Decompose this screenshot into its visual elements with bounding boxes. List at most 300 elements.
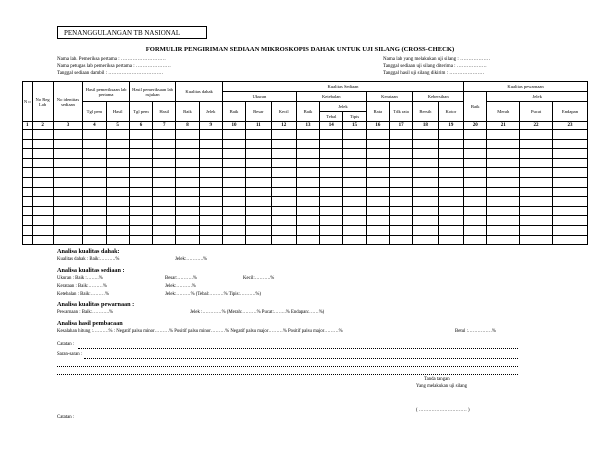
col-header-besar: Besar: [246, 102, 271, 122]
table-cell[interactable]: [246, 197, 271, 207]
table-cell[interactable]: [366, 225, 389, 235]
table-cell[interactable]: [552, 216, 587, 226]
table-cell[interactable]: [552, 197, 587, 207]
table-cell[interactable]: [320, 177, 343, 187]
table-cell[interactable]: [222, 197, 245, 207]
table-cell[interactable]: [271, 130, 296, 140]
table-cell[interactable]: [246, 130, 271, 140]
table-cell[interactable]: [271, 216, 296, 226]
table-cell[interactable]: [83, 225, 106, 235]
table-cell[interactable]: [552, 225, 587, 235]
table-cell[interactable]: [222, 177, 245, 187]
table-cell[interactable]: [53, 158, 83, 168]
table-cell[interactable]: [199, 197, 222, 207]
table-cell[interactable]: [246, 187, 271, 197]
table-cell[interactable]: [520, 187, 553, 197]
table-cell[interactable]: [389, 197, 412, 207]
table-cell[interactable]: [32, 149, 53, 159]
table-cell[interactable]: [389, 139, 412, 149]
table-cell[interactable]: [464, 149, 487, 159]
col-number: 10: [222, 122, 245, 130]
table-cell[interactable]: [438, 197, 464, 207]
table-cell[interactable]: [464, 139, 487, 149]
table-cell[interactable]: [271, 158, 296, 168]
table-cell[interactable]: [438, 206, 464, 216]
table-cell[interactable]: [487, 187, 520, 197]
table-cell[interactable]: [366, 158, 389, 168]
table-cell[interactable]: [83, 158, 106, 168]
table-cell[interactable]: [222, 168, 245, 178]
table-cell[interactable]: [389, 225, 412, 235]
table-cell[interactable]: [296, 158, 319, 168]
table-cell[interactable]: [23, 235, 33, 245]
table-cell[interactable]: [53, 187, 83, 197]
table-cell[interactable]: [413, 225, 438, 235]
table-cell[interactable]: [366, 197, 389, 207]
table-cell[interactable]: [199, 139, 222, 149]
table-cell[interactable]: [271, 139, 296, 149]
table-cell[interactable]: [389, 130, 412, 140]
table-cell[interactable]: [53, 149, 83, 159]
table-cell[interactable]: [552, 187, 587, 197]
table-cell[interactable]: [23, 216, 33, 226]
table-row: [23, 130, 588, 140]
table-cell[interactable]: [464, 206, 487, 216]
table-cell[interactable]: [222, 187, 245, 197]
table-cell[interactable]: [106, 177, 129, 187]
table-cell[interactable]: [199, 130, 222, 140]
table-cell[interactable]: [487, 177, 520, 187]
table-cell[interactable]: [487, 139, 520, 149]
table-cell[interactable]: [176, 177, 199, 187]
table-cell[interactable]: [320, 187, 343, 197]
table-cell[interactable]: [153, 130, 176, 140]
meta-left-2: Nama petugas lab pemeriksa pertama : …………………: [57, 64, 171, 69]
table-cell[interactable]: [222, 225, 245, 235]
table-cell[interactable]: [413, 187, 438, 197]
col-number: 1: [23, 122, 33, 130]
table-cell[interactable]: [520, 149, 553, 159]
table-cell[interactable]: [32, 197, 53, 207]
table-cell[interactable]: [552, 149, 587, 159]
table-cell[interactable]: [320, 139, 343, 149]
table-cell[interactable]: [296, 130, 319, 140]
table-cell[interactable]: [176, 158, 199, 168]
table-cell[interactable]: [438, 130, 464, 140]
table-cell[interactable]: [296, 177, 319, 187]
table-cell[interactable]: [106, 197, 129, 207]
table-cell[interactable]: [487, 130, 520, 140]
signature-field[interactable]: ( ………………………… ): [416, 408, 470, 413]
col-number: 16: [366, 122, 389, 130]
table-cell[interactable]: [53, 177, 83, 187]
table-cell[interactable]: [464, 225, 487, 235]
table-cell[interactable]: [320, 149, 343, 159]
table-cell[interactable]: [246, 158, 271, 168]
table-cell[interactable]: [129, 187, 152, 197]
table-cell[interactable]: [83, 187, 106, 197]
table-cell[interactable]: [320, 206, 343, 216]
table-cell[interactable]: [176, 139, 199, 149]
table-cell[interactable]: [552, 168, 587, 178]
table-cell[interactable]: [32, 177, 53, 187]
table-cell[interactable]: [438, 158, 464, 168]
table-cell[interactable]: [343, 187, 366, 197]
table-cell[interactable]: [83, 149, 106, 159]
ketebalan-line: Ketebalan : Baik:………%: [57, 292, 109, 297]
table-cell[interactable]: [222, 158, 245, 168]
table-cell[interactable]: [343, 197, 366, 207]
table-cell[interactable]: [366, 177, 389, 187]
table-cell[interactable]: [366, 206, 389, 216]
table-cell[interactable]: [464, 216, 487, 226]
bacaan-line: Kesalahan hitung :……….% : Negatif palsu minor………% Positif palsu minor………% Negatif palsu major………% Positif palsu major………%: [57, 329, 343, 334]
table-cell[interactable]: [129, 235, 152, 245]
col-header-bersih: Bersih: [413, 102, 438, 122]
table-cell[interactable]: [296, 187, 319, 197]
table-cell[interactable]: [438, 149, 464, 159]
table-cell[interactable]: [53, 197, 83, 207]
table-cell[interactable]: [32, 225, 53, 235]
table-cell[interactable]: [366, 149, 389, 159]
table-cell[interactable]: [153, 177, 176, 187]
table-cell[interactable]: [176, 235, 199, 245]
table-cell[interactable]: [106, 168, 129, 178]
table-cell[interactable]: [389, 187, 412, 197]
table-cell[interactable]: [129, 139, 152, 149]
table-cell[interactable]: [343, 235, 366, 245]
table-cell[interactable]: [32, 168, 53, 178]
table-cell[interactable]: [389, 177, 412, 187]
ukuran-kecil: Kecil:……….%: [243, 276, 275, 281]
table-cell[interactable]: [413, 235, 438, 245]
table-cell[interactable]: [106, 216, 129, 226]
table-cell[interactable]: [23, 168, 33, 178]
table-cell[interactable]: [246, 235, 271, 245]
table-cell[interactable]: [32, 187, 53, 197]
table-cell[interactable]: [464, 235, 487, 245]
table-cell[interactable]: [32, 206, 53, 216]
table-cell[interactable]: [320, 235, 343, 245]
table-cell[interactable]: [438, 216, 464, 226]
table-cell[interactable]: [83, 206, 106, 216]
table-cell[interactable]: [520, 235, 553, 245]
table-cell[interactable]: [53, 216, 83, 226]
table-cell[interactable]: [413, 216, 438, 226]
saran-dots-3[interactable]: [57, 374, 518, 375]
table-cell[interactable]: [129, 197, 152, 207]
table-cell[interactable]: [23, 139, 33, 149]
table-cell[interactable]: [389, 206, 412, 216]
table-cell[interactable]: [296, 235, 319, 245]
table-cell[interactable]: [389, 235, 412, 245]
table-cell[interactable]: [271, 206, 296, 216]
table-cell[interactable]: [320, 216, 343, 226]
table-cell[interactable]: [271, 197, 296, 207]
table-cell[interactable]: [246, 206, 271, 216]
table-cell[interactable]: [366, 235, 389, 245]
table-cell[interactable]: [296, 206, 319, 216]
table-cell[interactable]: [464, 168, 487, 178]
table-cell[interactable]: [413, 177, 438, 187]
table-cell[interactable]: [129, 206, 152, 216]
table-cell[interactable]: [296, 149, 319, 159]
saran-dots-1[interactable]: [84, 358, 518, 359]
table-cell[interactable]: [176, 197, 199, 207]
table-cell[interactable]: [83, 130, 106, 140]
col-header-baik: Baik: [176, 102, 199, 122]
table-cell[interactable]: [129, 168, 152, 178]
table-cell[interactable]: [464, 177, 487, 187]
table-cell[interactable]: [129, 149, 152, 159]
table-cell[interactable]: [222, 149, 245, 159]
col-header-kerataan: Kerataan: [366, 92, 413, 102]
table-cell[interactable]: [222, 206, 245, 216]
table-cell[interactable]: [129, 216, 152, 226]
table-cell[interactable]: [199, 235, 222, 245]
table-cell[interactable]: [83, 197, 106, 207]
table-cell[interactable]: [552, 139, 587, 149]
table-cell[interactable]: [520, 130, 553, 140]
table-cell[interactable]: [413, 206, 438, 216]
table-cell[interactable]: [176, 225, 199, 235]
table-cell[interactable]: [246, 139, 271, 149]
table-cell[interactable]: [153, 168, 176, 178]
table-cell[interactable]: [487, 216, 520, 226]
table-cell[interactable]: [413, 197, 438, 207]
table-cell[interactable]: [296, 225, 319, 235]
table-cell[interactable]: [487, 206, 520, 216]
table-cell[interactable]: [366, 187, 389, 197]
table-cell[interactable]: [153, 216, 176, 226]
table-cell[interactable]: [153, 225, 176, 235]
table-cell[interactable]: [413, 139, 438, 149]
table-cell[interactable]: [413, 130, 438, 140]
table-cell[interactable]: [23, 197, 33, 207]
table-cell[interactable]: [464, 187, 487, 197]
table-cell[interactable]: [464, 130, 487, 140]
table-cell[interactable]: [222, 216, 245, 226]
table-cell[interactable]: [320, 225, 343, 235]
table-cell[interactable]: [271, 225, 296, 235]
table-cell[interactable]: [106, 187, 129, 197]
table-cell[interactable]: [176, 187, 199, 197]
table-cell[interactable]: [389, 149, 412, 159]
table-cell[interactable]: [366, 139, 389, 149]
table-cell[interactable]: [520, 216, 553, 226]
table-cell[interactable]: [552, 177, 587, 187]
table-row: [23, 139, 588, 149]
table-cell[interactable]: [320, 130, 343, 140]
meta-right-1: Nama lab yang melakukan uji silang : ………………: [383, 57, 491, 62]
table-cell[interactable]: [366, 168, 389, 178]
table-cell[interactable]: [106, 130, 129, 140]
table-cell[interactable]: [520, 197, 553, 207]
table-cell[interactable]: [464, 158, 487, 168]
table-cell[interactable]: [520, 177, 553, 187]
col-number: 18: [413, 122, 438, 130]
table-cell[interactable]: [23, 130, 33, 140]
table-cell[interactable]: [487, 225, 520, 235]
table-cell[interactable]: [520, 139, 553, 149]
table-cell[interactable]: [343, 130, 366, 140]
table-cell[interactable]: [32, 216, 53, 226]
table-cell[interactable]: [552, 158, 587, 168]
table-cell[interactable]: [438, 187, 464, 197]
table-cell[interactable]: [83, 216, 106, 226]
table-cell[interactable]: [106, 149, 129, 159]
table-cell[interactable]: [23, 206, 33, 216]
table-cell[interactable]: [153, 158, 176, 168]
table-cell[interactable]: [487, 149, 520, 159]
table-cell[interactable]: [487, 197, 520, 207]
table-cell[interactable]: [320, 168, 343, 178]
table-cell[interactable]: [343, 206, 366, 216]
table-cell[interactable]: [520, 206, 553, 216]
table-cell[interactable]: [176, 206, 199, 216]
table-cell[interactable]: [389, 158, 412, 168]
table-cell[interactable]: [53, 206, 83, 216]
table-cell[interactable]: [343, 168, 366, 178]
table-cell[interactable]: [153, 149, 176, 159]
table-cell[interactable]: [552, 235, 587, 245]
table-cell[interactable]: [106, 158, 129, 168]
table-cell[interactable]: [296, 168, 319, 178]
table-cell[interactable]: [222, 139, 245, 149]
catatan-dots[interactable]: [78, 348, 518, 349]
table-cell[interactable]: [153, 187, 176, 197]
table-cell[interactable]: [343, 139, 366, 149]
table-cell[interactable]: [23, 225, 33, 235]
table-cell[interactable]: [320, 158, 343, 168]
table-cell[interactable]: [106, 139, 129, 149]
table-cell[interactable]: [32, 158, 53, 168]
table-cell[interactable]: [552, 130, 587, 140]
table-cell[interactable]: [129, 225, 152, 235]
col-number: 21: [487, 122, 520, 130]
table-cell[interactable]: [153, 139, 176, 149]
table-cell[interactable]: [199, 177, 222, 187]
table-cell[interactable]: [23, 149, 33, 159]
table-cell[interactable]: [366, 130, 389, 140]
table-cell[interactable]: [129, 130, 152, 140]
table-cell[interactable]: [53, 130, 83, 140]
table-cell[interactable]: [271, 187, 296, 197]
table-cell[interactable]: [464, 197, 487, 207]
col-header-jelek-teb: Jelek: [320, 102, 367, 112]
table-cell[interactable]: [83, 139, 106, 149]
table-cell[interactable]: [343, 177, 366, 187]
table-cell[interactable]: [246, 225, 271, 235]
table-cell[interactable]: [438, 139, 464, 149]
table-cell[interactable]: [296, 216, 319, 226]
table-cell[interactable]: [438, 235, 464, 245]
table-cell[interactable]: [153, 206, 176, 216]
table-cell[interactable]: [153, 235, 176, 245]
table-cell[interactable]: [271, 149, 296, 159]
table-cell[interactable]: [222, 130, 245, 140]
table-cell[interactable]: [129, 177, 152, 187]
table-cell[interactable]: [296, 197, 319, 207]
table-cell[interactable]: [271, 235, 296, 245]
table-cell[interactable]: [129, 158, 152, 168]
table-cell[interactable]: [53, 225, 83, 235]
table-cell[interactable]: [23, 187, 33, 197]
table-cell[interactable]: [83, 168, 106, 178]
table-cell[interactable]: [413, 168, 438, 178]
table-cell[interactable]: [246, 216, 271, 226]
table-cell[interactable]: [106, 225, 129, 235]
table-cell[interactable]: [366, 216, 389, 226]
table-cell[interactable]: [199, 158, 222, 168]
table-cell[interactable]: [53, 168, 83, 178]
table-cell[interactable]: [246, 149, 271, 159]
table-cell[interactable]: [320, 197, 343, 207]
table-cell[interactable]: [83, 177, 106, 187]
table-cell[interactable]: [246, 168, 271, 178]
table-cell[interactable]: [487, 235, 520, 245]
table-cell[interactable]: [199, 206, 222, 216]
table-cell[interactable]: [53, 139, 83, 149]
table-cell[interactable]: [32, 235, 53, 245]
table-cell[interactable]: [343, 158, 366, 168]
col-header-kualwarna: Kualitas pewarnaan: [464, 82, 588, 92]
table-cell[interactable]: [32, 130, 53, 140]
table-cell[interactable]: [271, 177, 296, 187]
table-cell[interactable]: [222, 235, 245, 245]
table-cell[interactable]: [438, 177, 464, 187]
table-cell[interactable]: [176, 216, 199, 226]
table-cell[interactable]: [199, 149, 222, 159]
table-cell[interactable]: [246, 177, 271, 187]
table-cell[interactable]: [552, 206, 587, 216]
table-cell[interactable]: [296, 139, 319, 149]
table-cell[interactable]: [32, 139, 53, 149]
table-cell[interactable]: [176, 168, 199, 178]
table-cell[interactable]: [83, 235, 106, 245]
table-cell[interactable]: [53, 235, 83, 245]
table-cell[interactable]: [176, 130, 199, 140]
table-cell[interactable]: [106, 206, 129, 216]
table-cell[interactable]: [199, 187, 222, 197]
table-cell[interactable]: [23, 177, 33, 187]
table-cell[interactable]: [389, 216, 412, 226]
table-cell[interactable]: [199, 168, 222, 178]
table-cell[interactable]: [343, 149, 366, 159]
table-cell[interactable]: [438, 225, 464, 235]
table-cell[interactable]: [520, 158, 553, 168]
table-cell[interactable]: [343, 225, 366, 235]
table-cell[interactable]: [271, 168, 296, 178]
table-cell[interactable]: [153, 197, 176, 207]
table-cell[interactable]: [343, 216, 366, 226]
table-cell[interactable]: [389, 168, 412, 178]
saran-dots-2[interactable]: [57, 366, 518, 367]
table-cell[interactable]: [199, 225, 222, 235]
table-cell[interactable]: [199, 216, 222, 226]
table-cell[interactable]: [106, 235, 129, 245]
table-cell[interactable]: [23, 158, 33, 168]
table-cell[interactable]: [413, 158, 438, 168]
col-header-kebersihan: Kebersihan: [413, 92, 464, 102]
table-cell[interactable]: [520, 168, 553, 178]
table-cell[interactable]: [176, 149, 199, 159]
table-cell[interactable]: [487, 158, 520, 168]
table-cell[interactable]: [487, 168, 520, 178]
table-cell[interactable]: [413, 149, 438, 159]
table-cell[interactable]: [438, 168, 464, 178]
table-cell[interactable]: [520, 225, 553, 235]
